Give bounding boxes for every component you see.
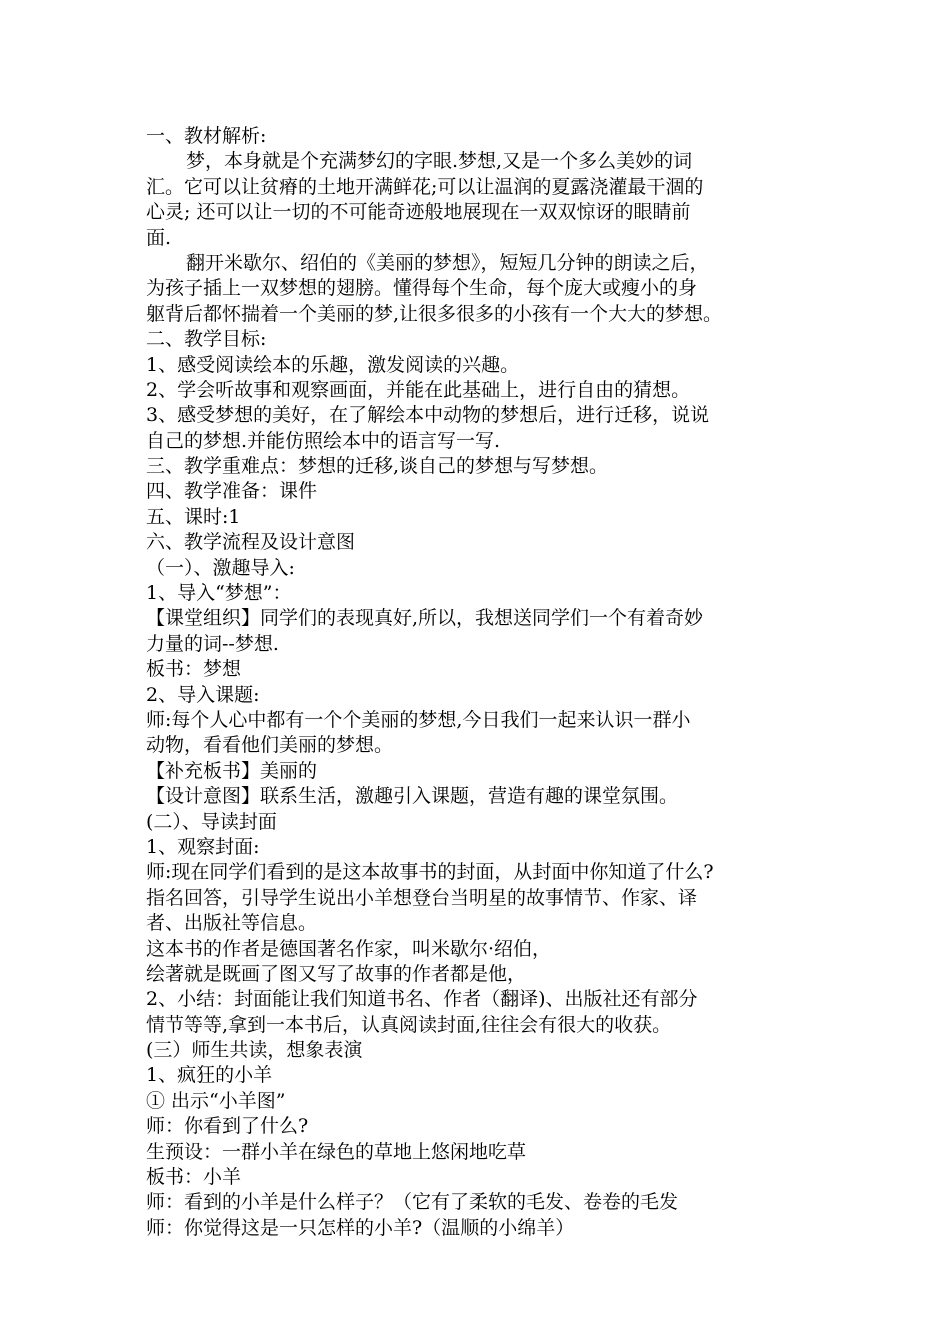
text-line: 动物，看看他们美丽的梦想。 (146, 734, 394, 757)
text-line: 汇。它可以让贫瘠的土地开满鲜花;可以让温润的夏露浇灌最干涸的 (146, 175, 704, 198)
text-line: 二、教学目标: (146, 328, 267, 351)
text-line: 情节等等,拿到一本书后，认真阅读封面,往往会有很大的收获。 (146, 1013, 672, 1036)
text-line: 板书：梦想 (146, 658, 242, 681)
text-line: 六、教学流程及设计意图 (146, 531, 356, 554)
text-line: 这本书的作者是德国著名作家，叫米歇尔·绍伯， (146, 937, 552, 960)
text-line: 师：你看到了什么? (146, 1115, 309, 1138)
text-line: 五、课时:1 (146, 505, 241, 528)
text-line: 1、观察封面: (146, 835, 260, 858)
text-line: 2、导入课题: (146, 683, 260, 706)
text-line: 2、小结：封面能让我们知道书名、作者（翻译)、出版社还有部分 (146, 988, 698, 1011)
text-line: 【设计意图】联系生活，激趣引入课题，营造有趣的课堂氛围。 (146, 785, 679, 808)
text-line: 师：看到的小羊是什么样子？（它有了柔软的毛发、卷卷的毛发 (146, 1191, 679, 1214)
text-line: 绘著就是既画了图又写了故事的作者都是他， (146, 962, 527, 985)
text-line: 1、感受阅读绘本的乐趣，激发阅读的兴趣。 (146, 353, 520, 376)
text-line: 板书：小羊 (146, 1166, 242, 1189)
text-line: (二）、导读封面 (146, 810, 277, 833)
text-line: 者、出版社等信息。 (146, 912, 318, 935)
text-line: 1、导入“梦想”： (146, 582, 292, 605)
text-line: （一）、激趣导入: (146, 556, 295, 579)
text-line: 师:现在同学们看到的是这本故事书的封面，从封面中你知道了什么? (146, 861, 714, 884)
text-line: (三）师生共读，想象表演 (146, 1039, 363, 1062)
text-line: 指名回答，引导学生说出小羊想登台当明星的故事情节、作家、译 (146, 886, 698, 909)
text-line: 四、教学准备：课件 (146, 480, 318, 503)
text-line: 3、感受梦想的美好，在了解绘本中动物的梦想后，进行迁移，说说 (146, 404, 710, 427)
text-line: 师：你觉得这是一只怎样的小羊?（温顺的小绵羊） (146, 1216, 575, 1239)
text-line: 翻开米歇尔、绍伯的《美丽的梦想》，短短几分钟的朗读之后， (186, 251, 709, 274)
text-line: 三、教学重难点：梦想的迁移,谈自己的梦想与写梦想。 (146, 455, 609, 478)
text-line: 一、教材解析: (146, 125, 267, 147)
text-line: 面. (146, 226, 172, 249)
text-line: 【课堂组织】同学们的表现真好,所以，我想送同学们一个有着奇妙 (146, 607, 704, 630)
text-line: 师:每个人心中都有一个个美丽的梦想,今日我们一起来认识一群小 (146, 708, 691, 731)
text-line: 生预设：一群小羊在绿色的草地上悠闲地吃草 (146, 1140, 527, 1163)
text-line: 【补充板书】美丽的 (146, 759, 318, 782)
text-line: 心灵; 还可以让一切的不可能奇迹般地展现在一双双惊讶的眼睛前 (146, 201, 691, 224)
text-line: 力量的词--梦想. (146, 632, 279, 655)
text-line: 梦，本身就是个充满梦幻的字眼.梦想,又是一个多么美妙的词 (186, 150, 693, 173)
text-line: ① 出示“小羊图” (146, 1089, 286, 1112)
text-line: 1、疯狂的小羊 (146, 1064, 273, 1087)
text-line: 2、学会听故事和观察画面，并能在此基础上，进行自由的猜想。 (146, 378, 691, 401)
document-page (146, 124, 816, 1241)
text-line: 自己的梦想.并能仿照绘本中的语言写一写. (146, 429, 501, 452)
text-line: 为孩子插上一双梦想的翅膀。懂得每个生命，每个庞大或瘦小的身 (146, 277, 698, 300)
text-line: 躯背后都怀揣着一个美丽的梦,让很多很多的小孩有一个大大的梦想。 (146, 302, 723, 325)
